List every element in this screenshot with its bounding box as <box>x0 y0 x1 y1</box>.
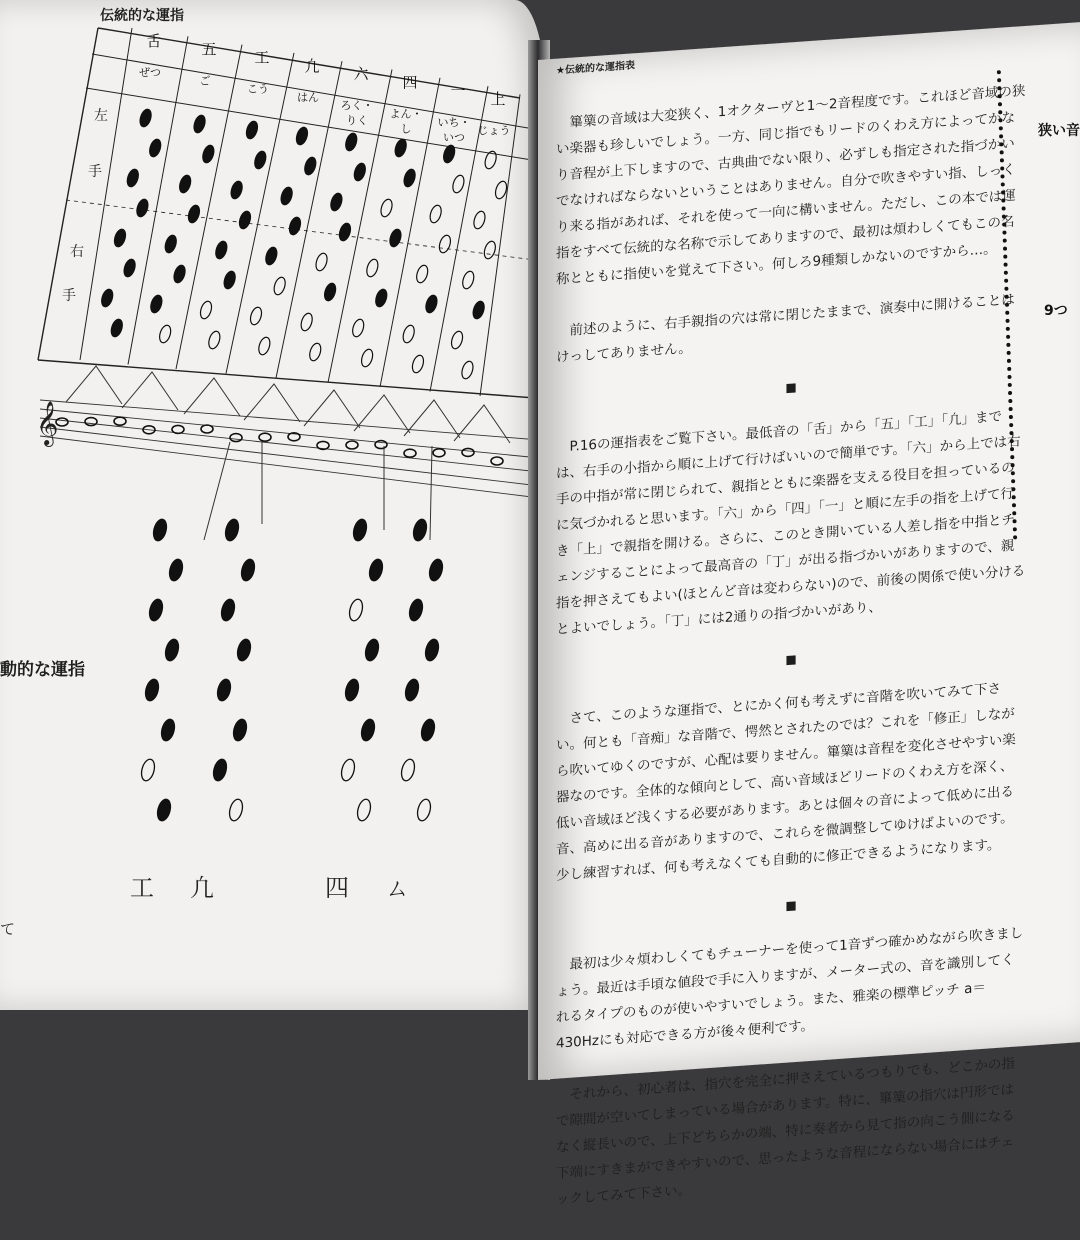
closed-hole <box>167 558 184 582</box>
leader-line <box>244 384 300 422</box>
open-hole <box>360 348 375 368</box>
bottom-symbol: 工 <box>130 874 154 902</box>
column-reading: じょう <box>477 124 511 138</box>
column-reading: よん・ <box>389 107 423 121</box>
open-hole <box>207 330 222 350</box>
column-reading: ご <box>199 74 211 88</box>
fingering-chart <box>0 0 545 880</box>
open-hole <box>308 342 323 362</box>
open-hole <box>248 306 263 326</box>
closed-hole <box>279 186 294 206</box>
open-hole <box>428 204 443 224</box>
closed-hole <box>424 294 439 314</box>
closed-hole <box>253 150 268 170</box>
closed-hole <box>427 558 444 582</box>
column-reading: りく <box>346 114 368 128</box>
open-hole <box>139 758 156 782</box>
closed-hole <box>214 240 229 260</box>
open-hole <box>198 300 213 320</box>
closed-hole <box>351 518 368 542</box>
closed-hole <box>423 638 440 662</box>
open-hole <box>299 312 314 332</box>
dynamic-fingering-heading: 動的な運指 <box>0 660 85 680</box>
closed-hole <box>411 518 428 542</box>
column-reading: いつ <box>443 130 465 144</box>
column-reading: ろく・ <box>340 99 374 113</box>
closed-hole <box>393 138 408 158</box>
open-hole <box>347 598 364 622</box>
closed-hole <box>239 558 256 582</box>
open-hole <box>257 336 272 356</box>
closed-hole <box>323 282 338 302</box>
open-hole <box>379 198 394 218</box>
closed-hole <box>402 168 417 188</box>
closed-hole <box>303 156 318 176</box>
closed-hole <box>359 718 376 742</box>
open-hole <box>227 798 244 822</box>
closed-hole <box>264 246 279 266</box>
open-hole <box>415 798 432 822</box>
leader-line <box>66 366 122 404</box>
left-page <box>0 0 545 1010</box>
closed-hole <box>147 598 164 622</box>
paragraph: 篳篥の音域は大変狭く、1オクターヴと1～2音程度です。これほど音域の狭い楽器も珍しいでしょう。一方、同じ指でもリードのくわえ方によってかなり音程が上下しますので、古典曲でない限り、必ずしも指定された指づかいでなければならないということはありません。自分で吹きやすい指、しっくり来る指があれば、それを使って一向に構いません。ただし、この本では運指をすべて伝統的な名称で示してありますので、最初は煩わしくてもこの名称とともに指使いを覚えて下さい。何しろ9種類しかないのですから…。 <box>556 82 1026 288</box>
table-column-line <box>226 53 294 374</box>
column-symbol: 舌 <box>146 32 162 50</box>
closed-hole <box>143 678 160 702</box>
leader-lines <box>66 366 510 540</box>
table-column-line <box>176 45 242 369</box>
column-symbol: 工 <box>254 48 270 67</box>
closed-hole <box>388 228 403 248</box>
closed-hole <box>352 162 367 182</box>
open-hole <box>399 758 416 782</box>
section-separator: ■ <box>785 651 797 667</box>
table-column-line <box>276 61 342 378</box>
column-reading: いち・ <box>437 115 471 129</box>
closed-hole <box>172 264 187 284</box>
staff-note <box>404 449 416 457</box>
column-symbol: 六 <box>353 65 369 84</box>
closed-hole <box>135 198 150 218</box>
closed-hole <box>329 192 344 212</box>
closed-hole <box>155 798 172 822</box>
open-hole <box>410 354 425 374</box>
closed-hole <box>222 270 237 290</box>
open-hole <box>460 360 475 380</box>
hand-label: 左 <box>94 108 108 124</box>
closed-hole <box>294 126 309 146</box>
closed-hole <box>112 228 127 248</box>
column-reading: こう <box>247 82 269 96</box>
closed-hole <box>407 598 424 622</box>
staff-note <box>433 449 445 457</box>
column-symbol: 五 <box>201 40 217 59</box>
staff-note <box>375 441 387 449</box>
column-symbol: 四 <box>402 73 418 92</box>
closed-hole <box>363 638 380 662</box>
closed-hole <box>235 638 252 662</box>
closed-hole <box>231 718 248 742</box>
closed-hole <box>125 168 140 188</box>
staff-note <box>491 457 503 465</box>
closed-hole <box>343 678 360 702</box>
leader-line <box>404 400 460 438</box>
open-hole <box>482 240 497 260</box>
column-reading: ぜつ <box>139 66 161 79</box>
closed-hole <box>148 138 163 158</box>
closed-hole <box>367 558 384 582</box>
staff-note <box>346 441 358 449</box>
section-separator: ■ <box>785 897 797 913</box>
staff-note <box>172 425 184 433</box>
closed-hole <box>151 518 168 542</box>
column-symbol: 上 <box>490 90 506 109</box>
closed-hole <box>344 132 359 152</box>
hand-label: 手 <box>88 164 102 180</box>
closed-hole <box>471 300 486 320</box>
closed-hole <box>149 294 164 314</box>
staff-note <box>462 448 474 456</box>
leader-line <box>304 390 360 428</box>
closed-hole <box>159 718 176 742</box>
closed-hole <box>215 678 232 702</box>
open-hole <box>272 276 287 296</box>
closed-hole <box>178 174 193 194</box>
hand-label: 手 <box>62 288 76 304</box>
hand-labels <box>62 108 108 304</box>
dynamic-finger-holes <box>139 518 444 822</box>
closed-hole <box>211 758 228 782</box>
closed-hole <box>419 718 436 742</box>
open-hole <box>158 324 173 344</box>
closed-hole <box>109 318 124 338</box>
open-hole <box>415 264 430 284</box>
closed-hole <box>219 598 236 622</box>
staff-note <box>201 425 213 433</box>
open-hole <box>472 210 487 230</box>
column-symbol: 凢 <box>304 56 320 75</box>
closed-hole <box>201 144 216 164</box>
margin-label: 9つ <box>1044 303 1068 319</box>
section-heading: ★伝統的な運指表 <box>556 60 635 77</box>
closed-hole <box>186 204 201 224</box>
right-page <box>538 22 1080 1208</box>
closed-hole <box>163 234 178 254</box>
open-hole <box>355 798 372 822</box>
open-hole <box>339 758 356 782</box>
paragraph: それから、初心者は、指穴を完全に押さえているつもりでも、どこかの指で隙間が空いてしまっている場合があります。特に、篳篥の指穴は円形ではなく縦長いので、上下どちらかの端、特に奏者から見て指の向こう側になる下端にすきまができやすいので、思ったような音程にならない場合にはチェックしてみて下さい。 <box>556 1055 1015 1208</box>
leader-line <box>184 378 240 416</box>
open-hole <box>437 234 452 254</box>
table-column-line <box>80 28 132 360</box>
closed-hole <box>244 120 259 140</box>
column-reading: はん <box>297 90 319 104</box>
treble-clef-icon: 𝄞 <box>36 401 59 445</box>
bottom-symbol: ㄙ <box>385 874 409 902</box>
column-symbol: 一 <box>450 81 466 100</box>
closed-hole <box>100 288 115 308</box>
closed-hole <box>442 144 457 164</box>
paragraph: P.16の運指表をご覧下さい。最低音の「舌」から「五」「工」「凢」までは、右手の小指から順に上げて行けばいいので簡単です。「六」から上では右手の中指が常に閉じられて、親指とともに楽器を支える役目を担っているのに気づかれると思います。「六」から「四」「一」と順に左手の指を上げて行き「上」で親指を開ける。さらに、このとき開いている人差し指を中指とチェンジすることによって最高音の「丁」が出る指づかいがありますので、親指を押さえてもよい(ほとんど音は変わらない)ので、前後の関係で使い分けるとよいでしょう。「丁」には2通りの指づかいがあり、 <box>556 408 1026 638</box>
hand-label: 右 <box>70 244 84 260</box>
open-hole <box>450 330 465 350</box>
closed-hole <box>122 258 137 278</box>
fingering-chart-heading: 伝統的な運指 <box>100 8 184 24</box>
closed-hole <box>192 114 207 134</box>
bottom-symbol: 四 <box>325 874 349 902</box>
right-body-text <box>556 26 1026 1239</box>
closed-hole <box>163 638 180 662</box>
staff-notes <box>56 417 503 465</box>
leader-line <box>122 372 178 410</box>
bottom-symbol: 凢 <box>190 874 214 902</box>
closed-hole <box>237 210 252 230</box>
table-column-line <box>128 36 188 364</box>
closed-hole <box>229 180 244 200</box>
margin-label: 狭い音 <box>1038 123 1080 139</box>
open-hole <box>461 270 476 290</box>
closed-hole <box>337 222 352 242</box>
column-reading: し <box>400 122 412 136</box>
staff-note <box>230 434 242 442</box>
open-hole <box>451 174 466 194</box>
bottom-symbols <box>130 868 430 908</box>
closed-hole <box>374 288 389 308</box>
paragraph: 最初は少々煩わしくてもチューナーを使って1音ずつ確かめながら吹きましょう。最近は手頃な値段で手に入りますが、メーター式の、音を識別してくれるタイプのものが使いやすいでしょう。また、雅楽の標準ピッチ a＝430Hzにも対応できる方が後々便利です。 <box>556 925 1024 1052</box>
open-hole <box>365 258 380 278</box>
open-hole <box>351 318 366 338</box>
paragraph: 前述のように、右手親指の穴は常に閉じたままで、演奏中に開けることはけっしてありません。 <box>556 291 1015 366</box>
open-hole <box>314 252 329 272</box>
open-hole <box>401 324 416 344</box>
closed-hole <box>287 216 302 236</box>
closed-hole <box>138 108 153 128</box>
closed-hole <box>403 678 420 702</box>
page-footer-fragment: て <box>0 920 16 938</box>
staff-note <box>259 433 271 441</box>
section-separator: ■ <box>785 379 797 395</box>
staff-note <box>85 418 97 426</box>
staff-note <box>114 417 126 425</box>
closed-hole <box>223 518 240 542</box>
paragraph: さて、このような運指で、とにかく何も考えずに音階を吹いてみて下さい。何とも「音痴」な音階で、愕然とされたのでは？これを「修正」しながら吹いてゆくのですが、心配は要りません。篳篥は音程を変化させやすい楽器なのです。全体的な傾向として、高い音域ほどリードのくわえ方を深く、低い音域ほど浅くする必要があります。あとは個々の音によって低めに出る音、高めに出る音がありますので、これらを微調整してゆけばよいのです。少し練習すれば、何も考えなくても自動的に修正できるようになります。 <box>556 680 1016 884</box>
